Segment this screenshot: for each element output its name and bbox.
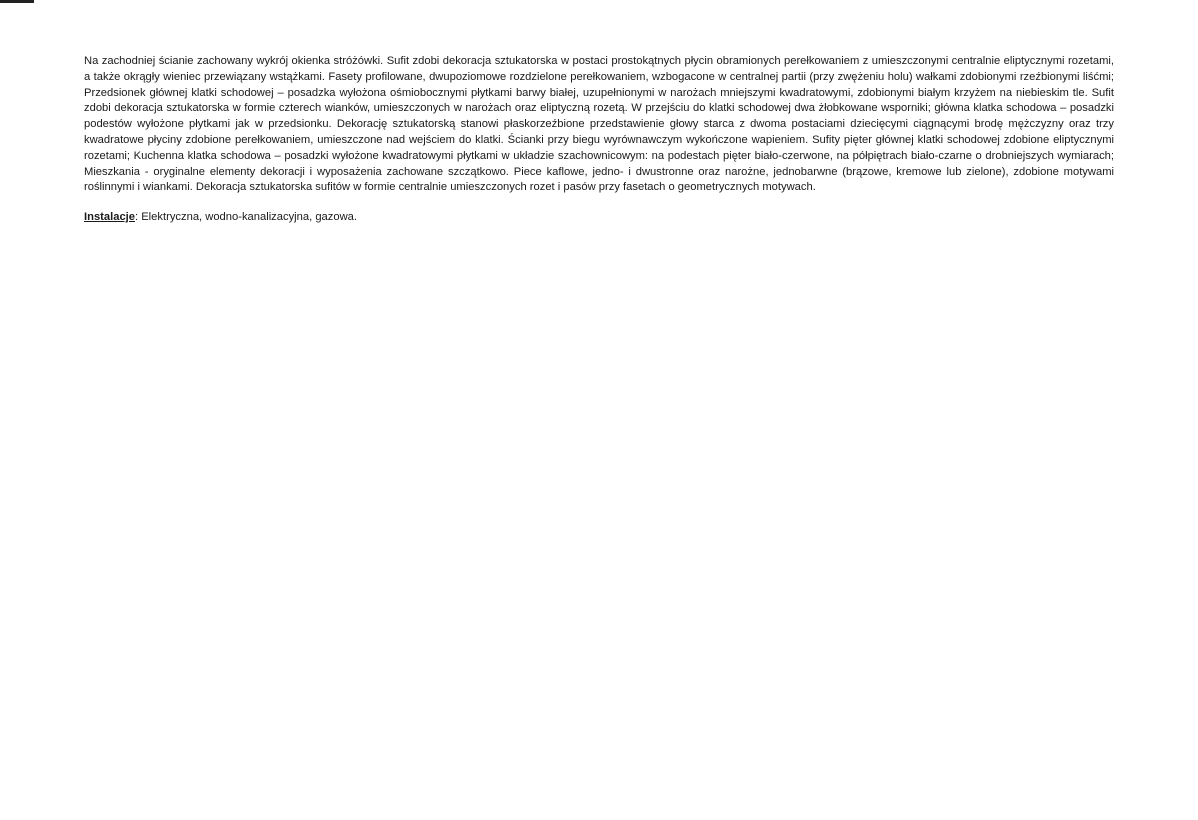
document-page — [84, 54, 1114, 226]
scan-edge-mark — [0, 0, 34, 3]
installations-line — [84, 210, 1114, 226]
description-paragraph: Na zachodniej ścianie zachowany wykrój okienka stróżówki. Sufit zdobi dekoracja sztukatorska w postaci prostokątnych płycin obramionych perełkowaniem z umieszczonymi centralnie eliptycznymi rozetami, a także okrągły wieniec przewiązany wstążkami. Fasety profilowane, dwupoziomowe rozdzielone perełkowaniem, wzbogacone w centralnej partii (przy zwężeniu holu) wałkami zdobionymi rzeźbionymi liśćmi; Przedsionek głównej klatki schodowej – posadzka wyłożona ośmiobocznymi płytkami barwy białej, uzupełnionymi w narożach mniejszymi kwadratowymi, zdobionymi białym krzyżem na niebieskim tle. Sufit zdobi dekoracja sztukatorska w formie czterech wianków, umieszczonych w narożach oraz eliptyczną rozetą. W przejściu do klatki schodowej dwa żłobkowane wsporniki; główna klatka schodowa – posadzki podestów wyłożone płytkami jak w przedsionku. Dekorację sztukatorską stanowi płaskorzeźbione przedstawienie głowy starca z dwoma postaciami dziecięcymi ciągnącymi brodę mężczyzny oraz trzy kwadratowe płyciny zdobione perełkowaniem, umieszczone nad wejściem do klatki. Ścianki przy biegu wyrównawczym wykończone wapieniem. Sufity pięter głównej klatki schodowej zdobione eliptycznymi rozetami; Kuchenna klatka schodowa – posadzki wyłożone kwadratowymi płytkami w układzie szachownicowym: na podestach pięter biało-czerwone, na półpiętrach biało-czarne o drobniejszych wymiarach; Mieszkania - oryginalne elementy dekoracji i wyposażenia zachowane szczątkowo. Piece kaflowe, jedno- i dwustronne oraz narożne, jednobarwne (brązowe, kremowe lub zielone), zdobione motywami roślinnymi i wiankami. Dekoracja sztukatorska sufitów w formie centralnie umieszczonych rozet i pasów przy fasetach o geometrycznych motywach. — [84, 55, 1114, 194]
installations-label: Instalacje — [84, 211, 135, 224]
installations-value: Elektryczna, wodno-kanalizacyjna, gazowa. — [141, 211, 357, 224]
installations-separator: : — [135, 211, 142, 224]
